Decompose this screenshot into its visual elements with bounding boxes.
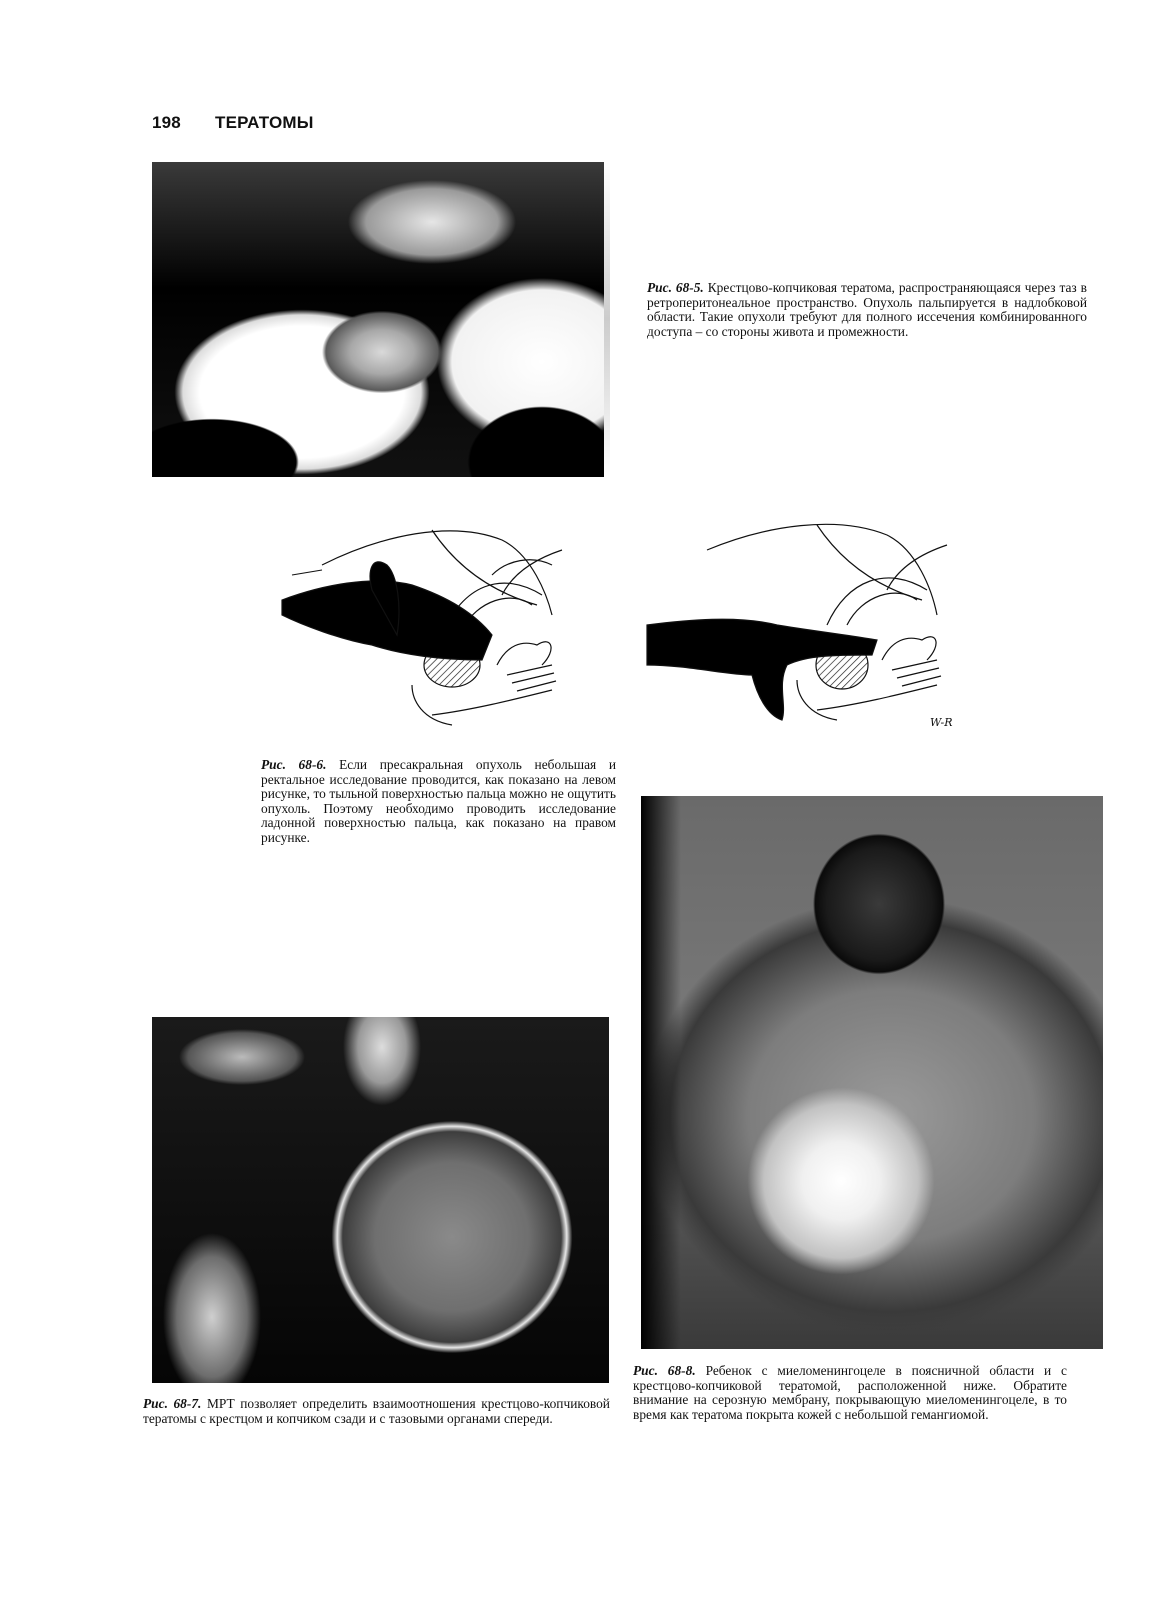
- figure-68-8-caption: [633, 1364, 1067, 1422]
- running-head: ТЕРАТОМЫ: [215, 113, 314, 132]
- photo-border-stripe: [604, 162, 610, 477]
- page-number: 198: [152, 113, 181, 132]
- left-drawing: [282, 530, 562, 725]
- figure-68-5-label: Рис. 68-5.: [647, 280, 704, 295]
- figure-68-6-label: Рис. 68-6.: [261, 757, 327, 772]
- figure-68-6-caption: [261, 758, 616, 846]
- figure-68-8-label: Рис. 68-8.: [633, 1363, 696, 1378]
- figure-68-5-caption-text: Крестцово-копчиковая тератома, распространяющаяся через таз в ретроперитонеальное пространство. Опухоль пальпируется в надлобковой области. Такие опухоли требуют для полного иссечения комбинированного доступа – со стороны живота и промежности.: [647, 280, 1087, 339]
- figure-68-6-illustration: [262, 515, 982, 730]
- right-drawing: [647, 524, 947, 720]
- photo-shadow-edge: [641, 796, 681, 1349]
- figure-68-7-photo: [152, 1017, 609, 1383]
- figure-68-8-photo: [641, 796, 1103, 1349]
- figure-68-7-caption-text: МРТ позволяет определить взаимоотношения крестцово-копчиковой тератомы с крестцом и копчиком сзади и с тазовыми органами спереди.: [143, 1396, 610, 1426]
- figure-68-6-caption-text: Если пресакральная опухоль небольшая и ректальное исследование проводится, как показано на левом рисунке, то тыльной поверхностью пальца можно не ощутить опухоль. Поэтому необходимо проводить исследование ладонной поверхностью пальца, как показано на правом рисунке.: [261, 757, 616, 845]
- figure-68-8-caption-text: Ребенок с миеломенингоцеле в поясничной области и с крестцово-копчиковой тератомой, расположенной ниже. Обратите внимание на серозную мембрану, покрывающую миеломенингоцеле, в то время как тератома покрыта кожей с небольшой гемангиомой.: [633, 1363, 1067, 1422]
- figure-68-7-label: Рис. 68-7.: [143, 1396, 202, 1411]
- figure-68-5-caption: [647, 281, 1087, 339]
- figure-68-7-caption: [143, 1397, 610, 1426]
- figure-68-5-photo: [152, 162, 610, 477]
- illustrator-mark: W-R: [930, 716, 953, 729]
